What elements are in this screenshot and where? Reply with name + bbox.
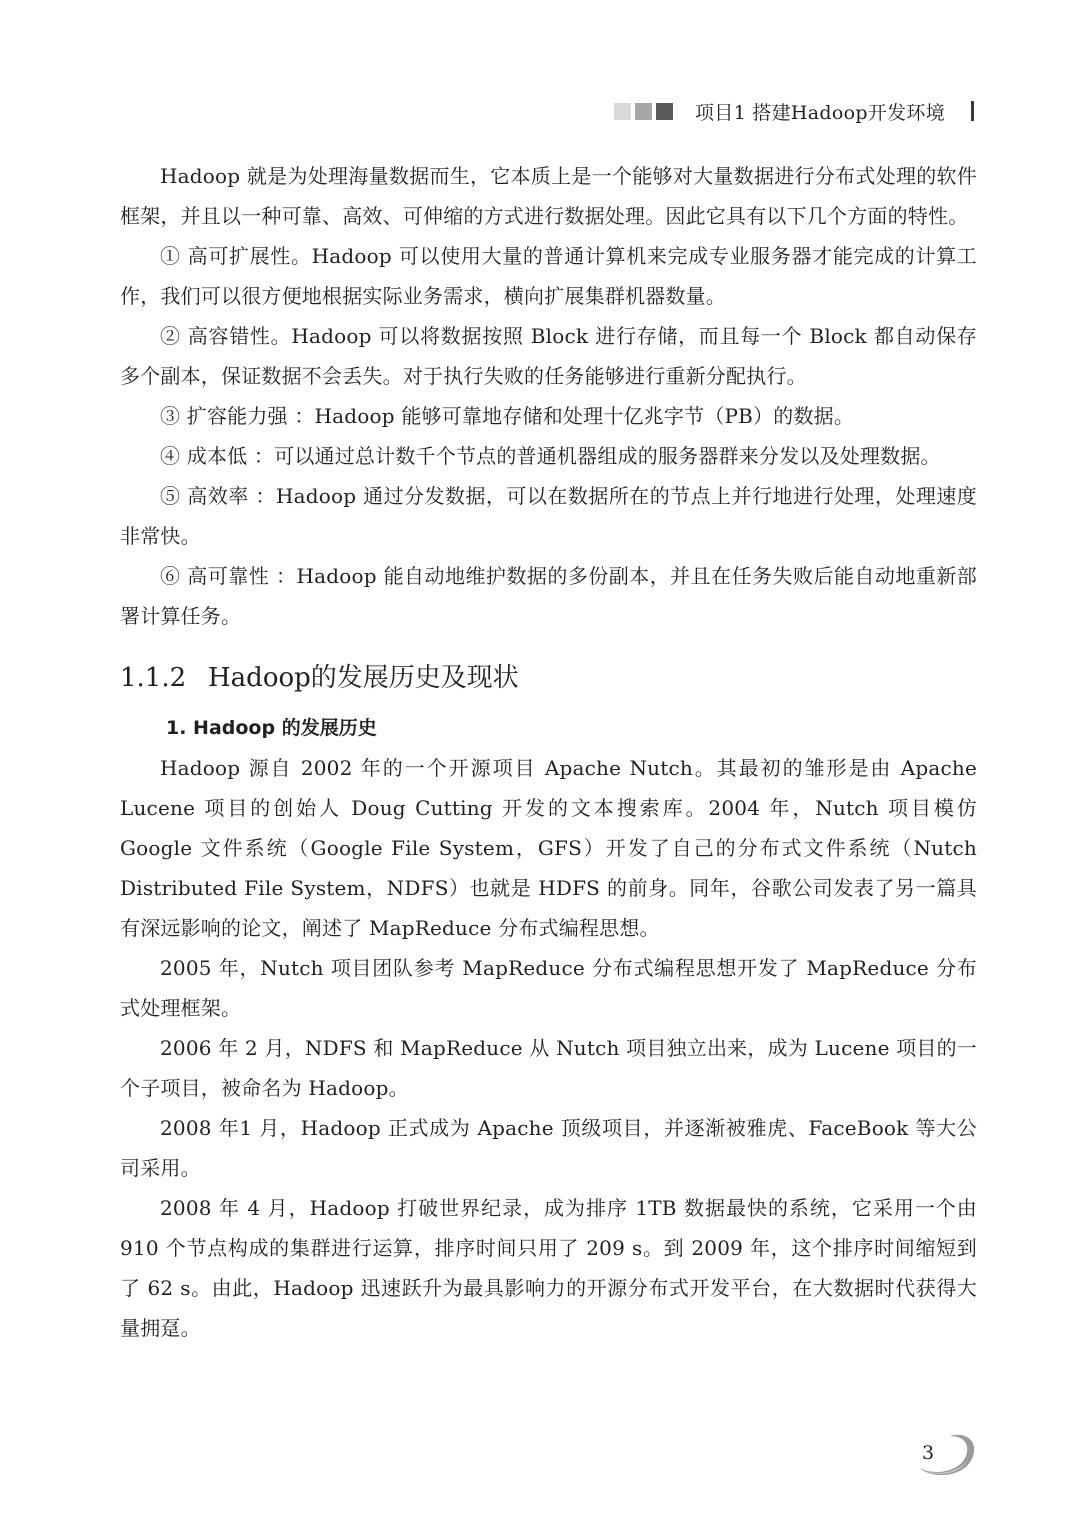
section-heading bbox=[120, 656, 977, 700]
paragraph: 2008 年 4 月，Hadoop 打破世界纪录，成为排序 1TB 数据最快的系统，它采用一个由 910 个节点构成的集群进行运算，排序时间只用了 209 s。到 2009 年，这个排序时间缩短到了 62 s。由此，Hadoop 迅速跃升为最具影响力的开源分布式开发平台，在大数据时代获得大量拥趸。 bbox=[120, 1196, 977, 1340]
paragraph: ③ 扩容能力强 ：Hadoop 能够可靠地存储和处理十亿兆字节（PB）的数据。 bbox=[160, 404, 855, 428]
page-number: 3 bbox=[922, 1442, 935, 1464]
subsection-heading: 1. Hadoop 的发展历史 bbox=[166, 717, 377, 739]
header-square-medium bbox=[635, 103, 652, 120]
header-square-light bbox=[614, 103, 631, 120]
paragraph: 2006 年 2 月，NDFS 和 MapReduce 从 Nutch 项目独立出来，成为 Lucene 项目的一个子项目，被命名为 Hadoop。 bbox=[120, 1036, 977, 1100]
paragraph: 2005 年，Nutch 项目团队参考 MapReduce 分布式编程思想开发了 MapReduce 分布式处理框架。 bbox=[120, 956, 977, 1020]
header-square-dark bbox=[656, 103, 673, 120]
paragraph: ⑤ 高效率 ：Hadoop 通过分发数据，可以在数据所在的节点上并行地进行处理，处理速度非常快。 bbox=[120, 484, 977, 548]
paragraph: ② 高容错性。Hadoop 可以将数据按照 Block 进行存储，而且每一个 Block 都自动保存多个副本，保证数据不会丢失。对于执行失败的任务能够进行重新分配执行。 bbox=[120, 324, 977, 388]
section-number: 1.1.2 bbox=[120, 663, 187, 693]
header-bar bbox=[971, 101, 974, 121]
section-title: Hadoop的发展历史及现状 bbox=[208, 663, 519, 693]
page-number-badge bbox=[912, 1428, 982, 1480]
paragraph: ⑥ 高可靠性 ：Hadoop 能自动地维护数据的多份副本，并且在任务失败后能自动地重新部署计算任务。 bbox=[120, 564, 977, 628]
paragraph: 2008 年1 月，Hadoop 正式成为 Apache 顶级项目，并逐渐被雅虎、FaceBook 等大公司采用。 bbox=[120, 1116, 977, 1180]
paragraph: Hadoop 源自 2002 年的一个开源项目 Apache Nutch。其最初的雏形是由 Apache Lucene 项目的创始人 Doug Cutting 开发的文本搜索库。2004 年，Nutch 项目模仿 Google 文件系统（Google File System，GFS）开发了自己的分布式文件系统（Nutch Distributed File System，NDFS）也就是 HDFS 的前身。同年，谷歌公司发表了另一篇具有深远影响的论文，阐述了 MapReduce 分布式编程思想。 bbox=[120, 756, 977, 940]
header-title: 项目1 搭建Hadoop开发环境 bbox=[694, 101, 945, 124]
paragraph: ① 高可扩展性。Hadoop 可以使用大量的普通计算机来完成专业服务器才能完成的计算工作，我们可以很方便地根据实际业务需求，横向扩展集群机器数量。 bbox=[120, 244, 977, 308]
paragraph: Hadoop 就是为处理海量数据而生，它本质上是一个能够对大量数据进行分布式处理的软件框架，并且以一种可靠、高效、可伸缩的方式进行数据处理。因此它具有以下几个方面的特性。 bbox=[120, 164, 977, 228]
running-header bbox=[614, 95, 974, 127]
page-body bbox=[120, 156, 977, 1348]
paragraph: ④ 成本低 ：可以通过总计数千个节点的普通机器组成的服务器群来分发以及处理数据。 bbox=[160, 444, 941, 468]
